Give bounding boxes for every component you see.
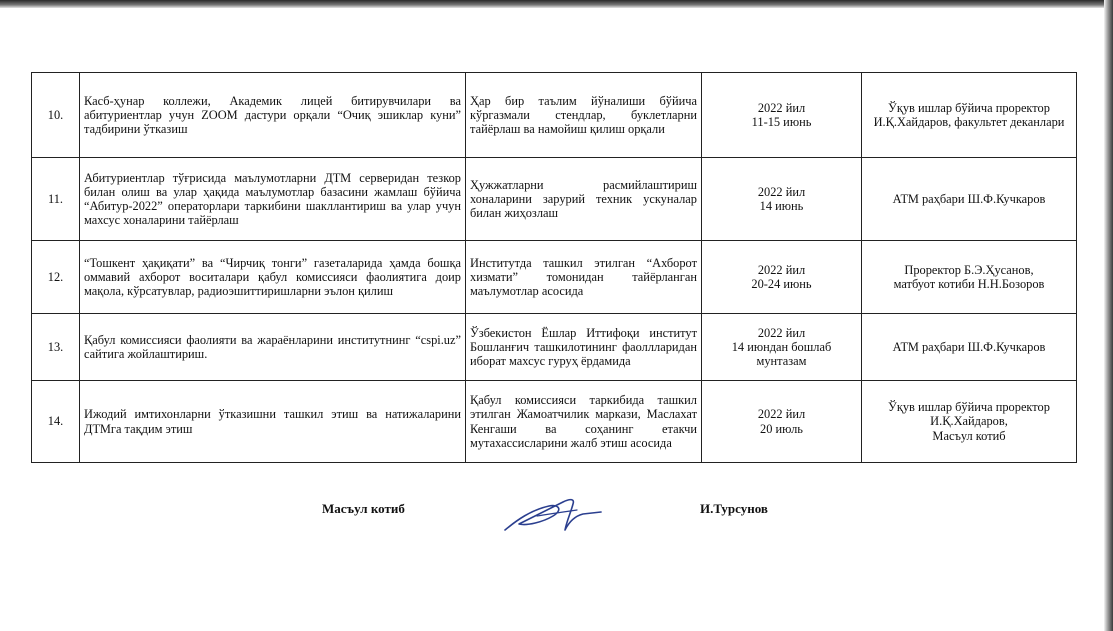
responsible-cell <box>862 73 1077 158</box>
date-line: 14 июнь <box>759 199 804 213</box>
responsible-line: Ўқув ишлар бўйича проректор <box>888 400 1050 415</box>
row-number: 12. <box>32 241 80 314</box>
responsible-line: Масъул котиб <box>932 428 1006 443</box>
date-line: 2022 йил <box>757 407 806 422</box>
table-row <box>32 158 1077 241</box>
signatory-name: И.Турсунов <box>700 501 768 516</box>
task-cell: Абитуриентлар тўғрисида маълумотларни ДТМ серверидан тезкор билан олиш ва улар ҳақида маълумотлар базасини жамлаш бўйича “Абитур-2022” операторлари таркибини шакллантириш ва улар учун махсус хоналарини тайёрлаш <box>80 158 466 241</box>
method-cell: Ўзбекистон Ёшлар Иттифоқи институт Бошланғич ташкилотининг фаоллларидан иборат махсус гуруҳ ёрдамида <box>466 314 702 381</box>
method-cell: Ҳужжатларни расмийлаштириш хоналарини зарурий техник ускуналар билан жиҳозлаш <box>466 158 702 241</box>
date-line: мунтазам <box>756 354 807 369</box>
responsible-line: матбуот котиби Н.Н.Бозоров <box>893 277 1045 291</box>
task-cell: Қабул комиссияси фаолияти ва жараёнларини институтнинг “cspi.uz” сайтига жойлаштириш. <box>80 314 466 381</box>
admission-plan-table <box>31 72 1077 463</box>
handwritten-signature <box>497 490 607 540</box>
responsible-line: Проректор Б.Э.Ҳусанов, <box>904 262 1034 277</box>
responsible-cell <box>862 381 1077 463</box>
method-cell: Ҳар бир таълим йўналиши бўйича кўргазмали стендлар, буклетларни тайёрлаш ва намойиш қилиш орқали <box>466 73 702 158</box>
row-number: 10. <box>32 73 80 158</box>
table-row <box>32 73 1077 158</box>
responsible-cell <box>862 314 1077 381</box>
table-row <box>32 314 1077 381</box>
date-cell <box>702 314 862 381</box>
responsible-line: АТМ раҳбари Ш.Ф.Кучкаров <box>892 191 1046 206</box>
date-line: 2022 йил <box>757 325 806 340</box>
date-line: 14 июндан бошлаб <box>731 339 832 354</box>
method-cell: Қабул комиссияси таркибида ташкил этилган Жамоатчилик маркази, Маслахат Кенгаши ва соҳанинг етакчи мутахассисларини жалб этиш асосида <box>466 381 702 463</box>
responsible-line: И.Қ.Хайдаров, <box>930 414 1008 429</box>
date-cell <box>702 241 862 314</box>
date-line: 20 июль <box>760 421 803 436</box>
table-row <box>32 381 1077 463</box>
date-line: 2022 йил <box>757 184 806 199</box>
row-number: 13. <box>32 314 80 381</box>
date-cell <box>702 158 862 241</box>
date-line: 2022 йил <box>757 100 806 115</box>
signatory-title: Масъул котиб <box>322 501 405 516</box>
date-line: 11-15 июнь <box>751 115 812 129</box>
responsible-cell <box>862 241 1077 314</box>
row-number: 14. <box>32 381 80 463</box>
responsible-line: Ўқув ишлар бўйича проректор И.Қ.Хайдаров, факультет деканлари <box>873 100 1065 129</box>
scan-top-edge <box>0 0 1113 8</box>
responsible-cell <box>862 158 1077 241</box>
task-cell: Касб-ҳунар коллежи, Академик лицей битирувчилари ва абитуриентлар учун ZOOM дастури орқали “Очиқ эшиклар куни” тадбирини ўтказиш <box>80 73 466 158</box>
table-row <box>32 241 1077 314</box>
date-cell <box>702 381 862 463</box>
task-cell: “Тошкент ҳақиқати” ва “Чирчиқ тонги” газеталарида ҳамда бошқа оммавий ахборот воситалари қабул комиссияси фаолиятига доир мақола, кўрсатувлар, радиоэшиттиришларни эълон қилиш <box>80 241 466 314</box>
date-line: 20-24 июнь <box>751 277 812 291</box>
signature-block <box>0 490 1113 550</box>
task-cell: Ижодий имтихонларни ўтказишни ташкил этиш ва натижаларини ДТМга тақдим этиш <box>80 381 466 463</box>
method-cell: Институтда ташкил этилган “Ахборот хизмати” томонидан тайёрланган маълумотлар асосида <box>466 241 702 314</box>
row-number: 11. <box>32 158 80 241</box>
date-cell <box>702 73 862 158</box>
date-line: 2022 йил <box>757 262 806 277</box>
responsible-line: АТМ раҳбари Ш.Ф.Кучкаров <box>892 339 1046 354</box>
